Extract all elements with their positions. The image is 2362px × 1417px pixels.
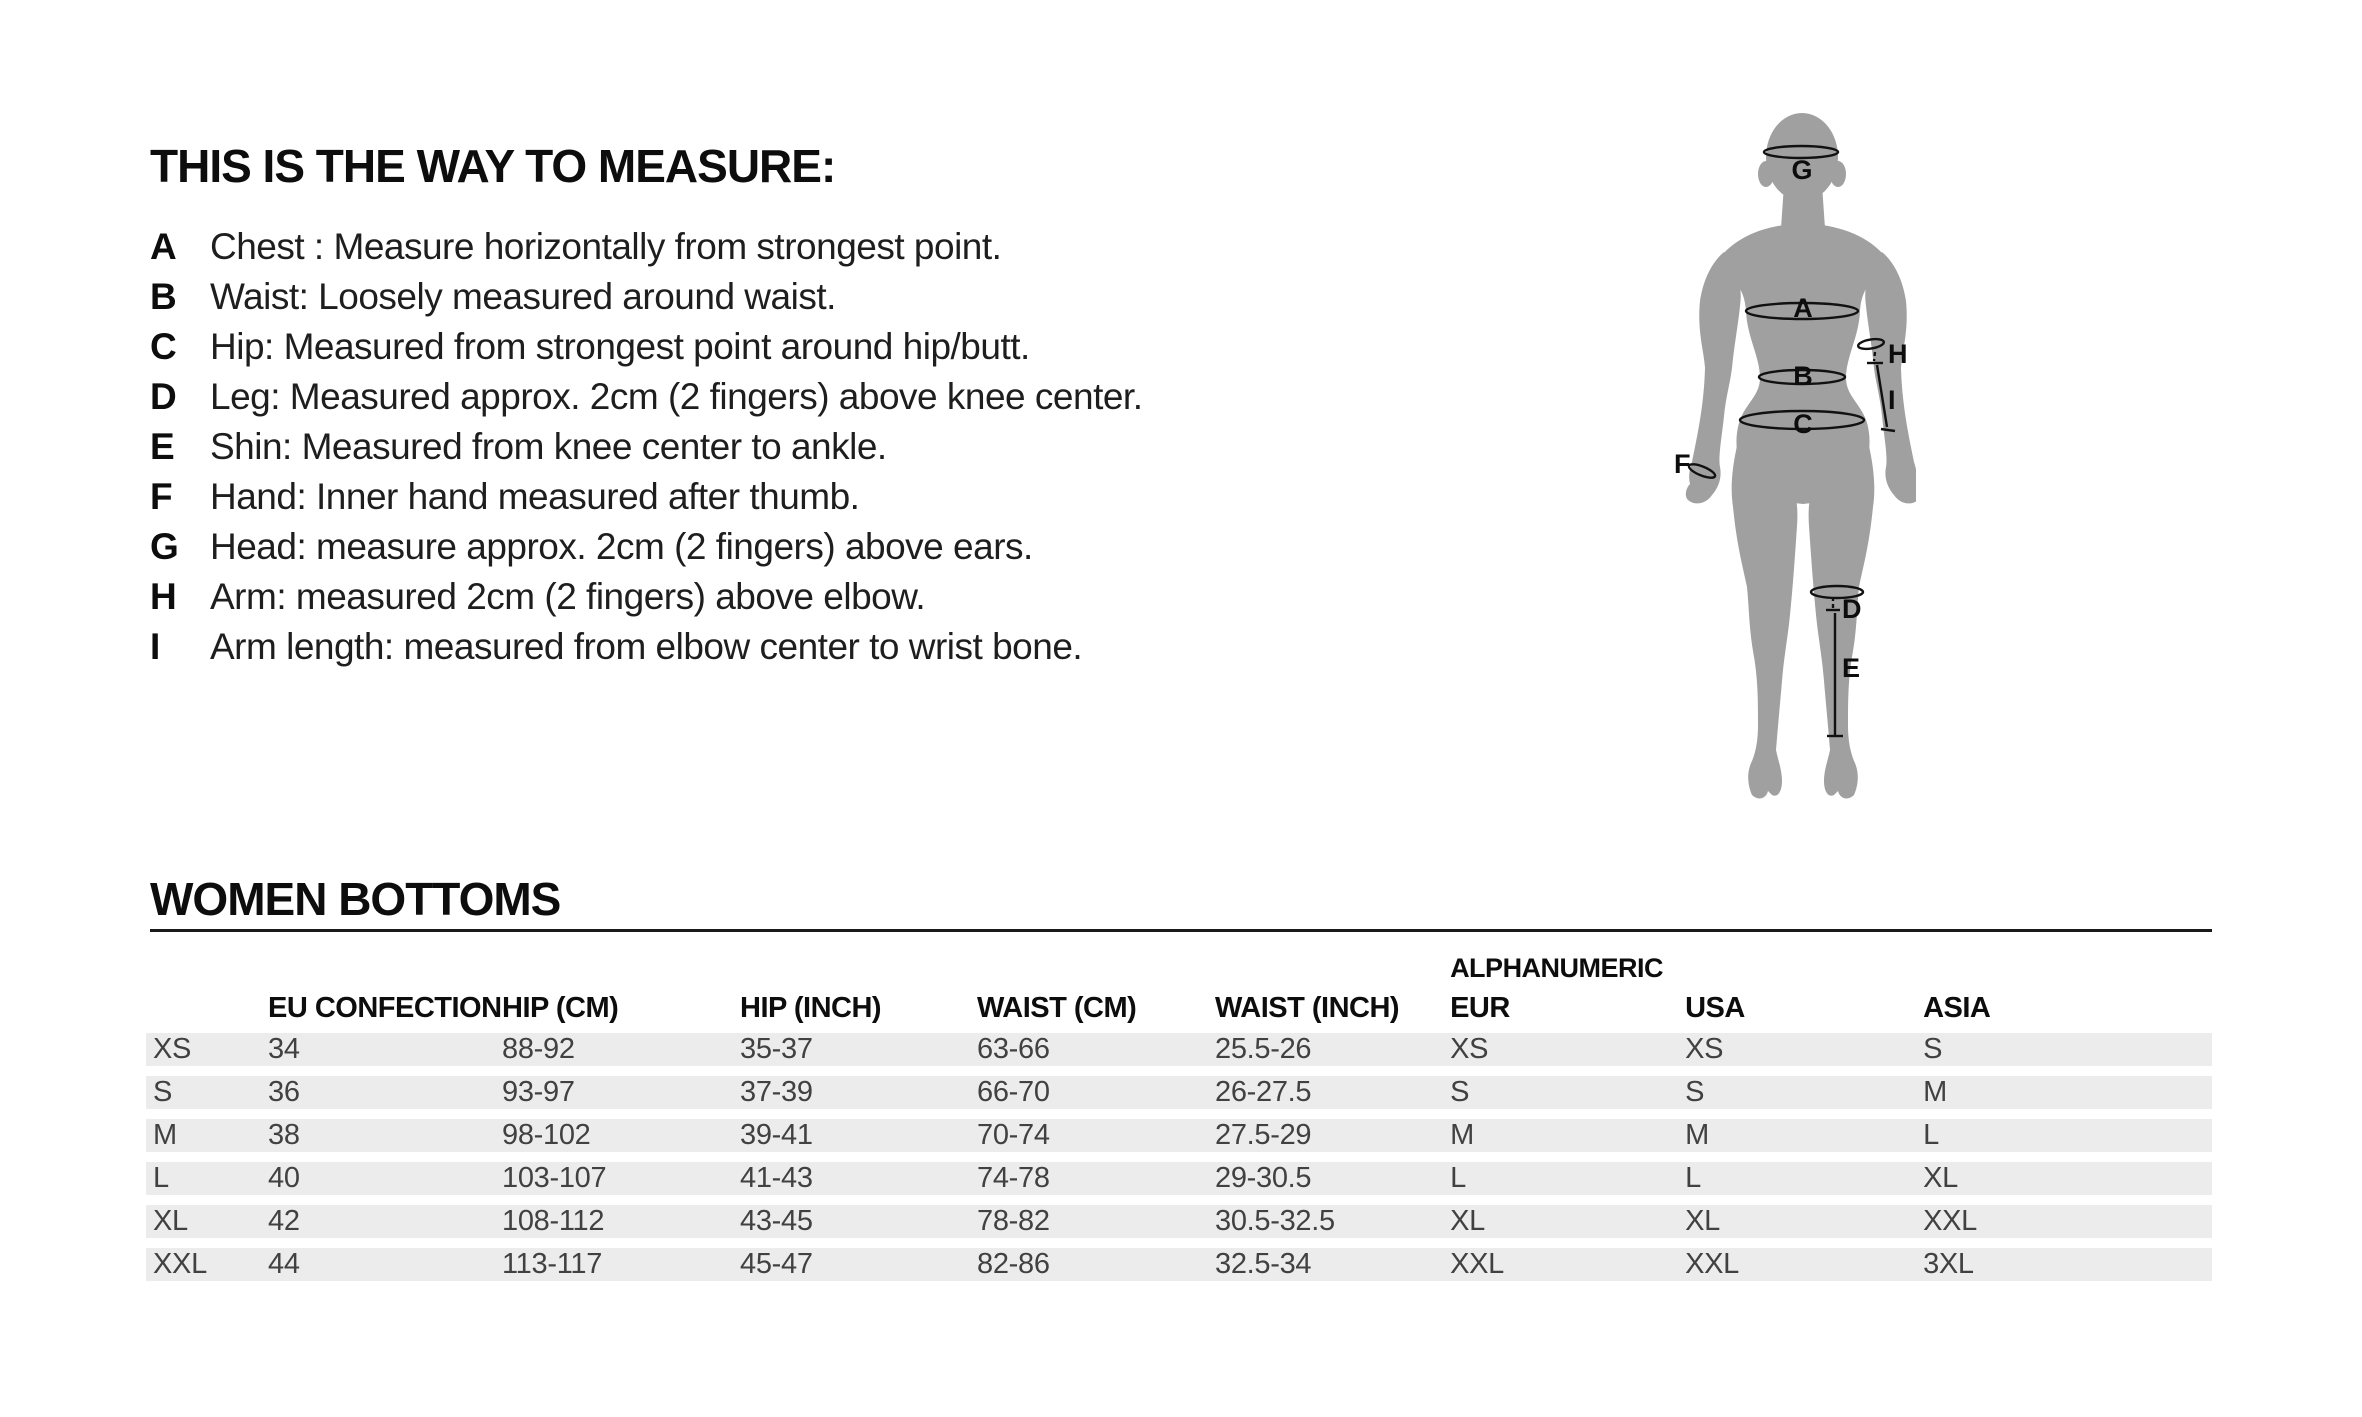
silhouette [1686,113,1916,798]
size-value-cell: L [1450,1157,1685,1200]
size-row-label: XL [146,1200,268,1243]
size-value-cell: XL [1923,1157,2212,1200]
size-value-cell: 27.5-29 [1215,1114,1450,1157]
size-value-cell: 36 [268,1071,502,1114]
column-header: HIP (INCH) [740,992,882,1024]
size-value-cell: XL [1685,1200,1923,1243]
measure-item-key: E [150,426,175,467]
title-rule [150,929,2212,932]
label-F: F [1674,449,1691,479]
measure-item-text: Leg: Measured approx. 2cm (2 fingers) above knee center. [210,376,1143,417]
size-value-cell: 78-82 [977,1200,1215,1243]
size-value-cell: XS [1450,1033,1685,1071]
label-B: B [1793,361,1813,391]
size-value-cell: M [1685,1114,1923,1157]
column-header: EUR [1450,992,1510,1024]
measure-item-text: Shin: Measured from knee center to ankle. [210,426,887,467]
table-row [146,1033,2212,1071]
label-H: H [1888,339,1908,369]
size-value-cell: 93-97 [502,1071,740,1114]
measure-item-text: Hip: Measured from strongest point around hip/butt. [210,326,1030,367]
table-row [146,1200,2212,1243]
measure-item-text: Waist: Loosely measured around waist. [210,276,836,317]
table-body [146,1033,2212,1286]
size-value-cell: 63-66 [977,1033,1215,1071]
measure-item-text: Hand: Inner hand measured after thumb. [210,476,860,517]
measure-item [150,572,1450,622]
size-value-cell: XXL [1450,1243,1685,1286]
size-value-cell: 74-78 [977,1157,1215,1200]
table-row [146,1157,2212,1200]
size-row-label: XS [146,1033,268,1071]
column-header: WAIST (INCH) [1215,992,1400,1024]
size-value-cell: 29-30.5 [1215,1157,1450,1200]
measure-item-key: G [150,526,179,567]
table-row [146,1243,2212,1286]
alphanumeric-group-header: ALPHANUMERIC [1450,953,1664,983]
measure-item-key: F [150,476,173,517]
size-value-cell: 44 [268,1243,502,1286]
measure-item [150,322,1450,372]
size-value-cell: 30.5-32.5 [1215,1200,1450,1243]
table-row [146,1071,2212,1114]
size-value-cell: XXL [1685,1243,1923,1286]
size-value-cell: 43-45 [740,1200,977,1243]
size-value-cell: 103-107 [502,1157,740,1200]
size-value-cell: 32.5-34 [1215,1243,1450,1286]
size-value-cell: S [1923,1033,2212,1071]
table-row [146,1114,2212,1157]
measure-item-text: Head: measure approx. 2cm (2 fingers) above ears. [210,526,1033,567]
size-value-cell: 66-70 [977,1071,1215,1114]
size-value-cell: 26-27.5 [1215,1071,1450,1114]
measure-item-key: I [150,626,160,667]
size-value-cell: 37-39 [740,1071,977,1114]
size-value-cell: L [1685,1157,1923,1200]
size-value-cell: XL [1450,1200,1685,1243]
measure-item [150,622,1450,672]
size-value-cell: 42 [268,1200,502,1243]
column-header: WAIST (CM) [977,992,1137,1024]
size-value-cell: 98-102 [502,1114,740,1157]
women-bottoms-size-table [146,946,2212,1291]
measure-item [150,272,1450,322]
measure-item-text: Arm length: measured from elbow center to wrist bone. [210,626,1083,667]
label-E: E [1842,653,1861,683]
size-value-cell: 40 [268,1157,502,1200]
label-I: I [1888,385,1896,415]
size-value-cell: 34 [268,1033,502,1071]
measure-item [150,472,1450,522]
measure-list [150,222,1450,672]
size-value-cell: L [1923,1114,2212,1157]
size-value-cell: S [1450,1071,1685,1114]
group-header-row [146,946,2212,984]
label-D: D [1842,594,1862,624]
column-header: HIP (CM) [502,992,619,1024]
table-section-title: WOMEN BOTTOMS [150,873,561,925]
size-value-cell: M [1923,1071,2212,1114]
measure-item-text: Chest : Measure horizontally from strongest point. [210,226,1002,267]
table-header-row [146,984,2212,1033]
size-value-cell: XXL [1923,1200,2212,1243]
size-value-cell: 113-117 [502,1243,740,1286]
measure-item-key: B [150,276,177,317]
measure-item [150,422,1450,472]
measure-section [150,140,1450,672]
measure-item-key: H [150,576,177,617]
size-value-cell: 3XL [1923,1243,2212,1286]
measure-item-text: Arm: measured 2cm (2 fingers) above elbow. [210,576,926,617]
measure-item [150,522,1450,572]
size-value-cell: 108-112 [502,1200,740,1243]
size-value-cell: M [1450,1114,1685,1157]
size-value-cell: 88-92 [502,1033,740,1071]
measure-item [150,372,1450,422]
female-silhouette-diagram [1660,105,1916,805]
size-row-label: S [146,1071,268,1114]
column-header [146,984,268,1033]
measure-item [150,222,1450,272]
size-value-cell: 39-41 [740,1114,977,1157]
size-row-label: M [146,1114,268,1157]
label-A: A [1793,293,1813,323]
measure-item-key: A [150,226,177,267]
column-header: USA [1685,992,1745,1024]
size-value-cell: S [1685,1071,1923,1114]
size-value-cell: 35-37 [740,1033,977,1071]
size-value-cell: 82-86 [977,1243,1215,1286]
label-C: C [1793,409,1813,439]
size-value-cell: 41-43 [740,1157,977,1200]
body-measurement-figure [1660,105,1916,805]
size-value-cell: 45-47 [740,1243,977,1286]
measure-item-key: C [150,326,177,367]
column-header: EU CONFECTION [268,992,502,1024]
measure-title: THIS IS THE WAY TO MEASURE: [150,140,836,192]
column-header: ASIA [1923,992,1991,1024]
size-row-label: XXL [146,1243,268,1286]
size-value-cell: 70-74 [977,1114,1215,1157]
size-value-cell: XS [1685,1033,1923,1071]
size-value-cell: 25.5-26 [1215,1033,1450,1071]
measure-item-key: D [150,376,177,417]
label-G: G [1791,155,1813,185]
size-row-label: L [146,1157,268,1200]
size-value-cell: 38 [268,1114,502,1157]
